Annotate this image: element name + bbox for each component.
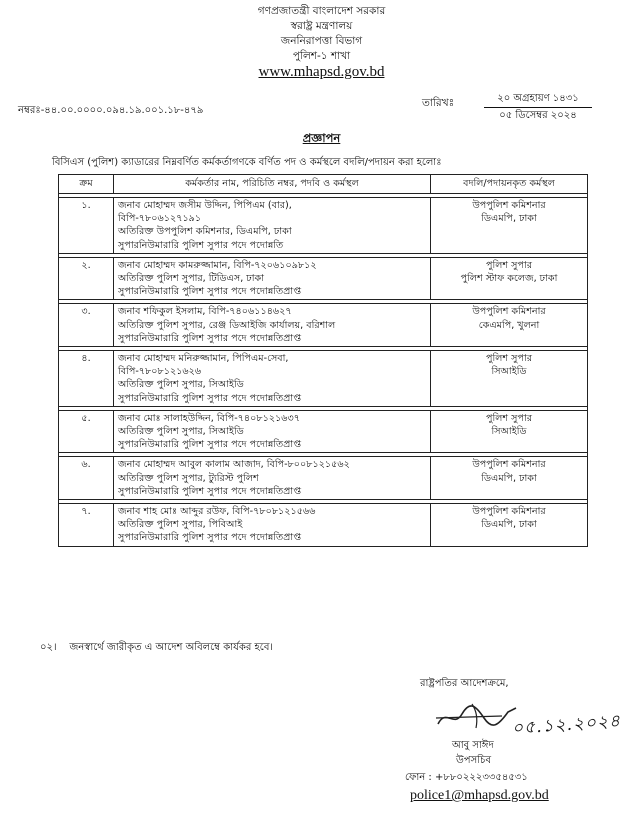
officer-line2: অতিরিক্ত পুলিশ সুপার, রেঞ্জ ডিআইজি কার্যালয়, বরিশাল (118, 319, 336, 331)
destination-cell (431, 198, 588, 254)
signatory-email-link[interactable]: police1@mhapsd.gov.bd (410, 788, 549, 803)
signatory-name: আবু সাঈদ (452, 740, 494, 751)
destination-post: উপপুলিশ কমিশনার (472, 306, 546, 318)
table-row (59, 351, 588, 407)
paragraph-number: ০২। (40, 642, 57, 653)
destination-unit: ডিএমপি, ঢাকা (481, 519, 537, 531)
serial-cell: ৫. (59, 410, 114, 453)
officer-line1: জনাব মোহাম্মদ মনিরুজ্জামান, পিপিএম-সেবা, (118, 353, 289, 365)
officer-cell (114, 504, 431, 547)
destination-cell (431, 504, 588, 547)
destination-post: পুলিশ সুপার (485, 259, 533, 271)
table-header-row (59, 175, 588, 194)
signature-mark-icon (432, 698, 522, 734)
destination-unit: সিআইডি (491, 426, 527, 438)
officer-line2: বিপি-৭৮০৬১২৭১৯১ (118, 213, 202, 225)
officer-line3: অতিরিক্ত উপপুলিশ কমিশনার, ডিএমপি, ঢাকা (118, 226, 292, 238)
destination-post: উপপুলিশ কমিশনার (472, 459, 546, 471)
table-row (59, 257, 588, 300)
signatory-designation: উপসচিব (456, 755, 492, 766)
header-division: জননিরাপত্তা বিভাগ (280, 35, 363, 47)
presidential-order: রাষ্ট্রপতির আদেশক্রমে, (420, 678, 509, 689)
officer-line2: অতিরিক্ত পুলিশ সুপার, টিডিএস, ঢাকা (118, 273, 264, 285)
memo-number: নম্বরঃ-৪৪.০০.০০০০.০৯৪.১৯.০০১.১৮-৪৭৯ (18, 105, 204, 116)
header-government: গণপ্রজাতন্ত্রী বাংলাদেশ সরকার (257, 5, 386, 17)
header-serial: ক্রম (59, 175, 114, 194)
destination-cell (431, 457, 588, 500)
table-row (59, 304, 588, 347)
destination-post: পুলিশ সুপার (485, 353, 533, 365)
header-branch: পুলিশ-১ শাখা (292, 50, 351, 62)
officer-line3: সুপারনিউমারারি পুলিশ সুপার পদে পদোন্নতিপ্রাপ্ত (118, 485, 302, 497)
table-row (59, 198, 588, 254)
officer-line1: জনাব মোহাম্মদ কামরুজ্জামান, বিপি-৭২০৬১০৯৮১২ (118, 259, 317, 271)
officer-line1: জনাব শাহ মোঃ আব্দুর রউফ, বিপি-৭৮০৮১২১৫৬৬ (118, 506, 316, 518)
header-destination: বদলি/পদায়নকৃত কর্মস্থল (431, 175, 588, 194)
officer-line4: সুপারনিউমারারি পুলিশ সুপার পদে পদোন্নতি (118, 239, 284, 251)
officer-cell (114, 198, 431, 254)
handwritten-date: ০৫.১২.২০২৪ (511, 711, 622, 739)
header-officer: কর্মকর্তার নাম, পরিচিতি নম্বর, পদবি ও কর্মস্থল (114, 175, 431, 194)
signatory-phone: ফোন : +৮৮০২২২৩৩৫৪৫৩১ (405, 772, 528, 783)
table-row (59, 457, 588, 500)
serial-cell: ৩. (59, 304, 114, 347)
officer-line1: জনাব মোহাম্মদ জসীম উদ্দিন, পিপিএম (বার), (118, 200, 292, 211)
officer-line4: সুপারনিউমারারি পুলিশ সুপার পদে পদোন্নতিপ্রাপ্ত (118, 392, 302, 404)
officer-cell (114, 257, 431, 300)
serial-cell: ৪. (59, 351, 114, 407)
officer-line2: অতিরিক্ত পুলিশ সুপার, পিবিআই (118, 519, 243, 531)
officer-line3: সুপারনিউমারারি পুলিশ সুপার পদে পদোন্নতিপ্রাপ্ত (118, 286, 302, 298)
destination-unit: পুলিশ স্টাফ কলেজ, ঢাকা (460, 273, 558, 285)
destination-post: উপপুলিশ কমিশনার (472, 200, 546, 211)
officer-line1: জনাব শফিকুল ইসলাম, বিপি-৭৪০৬১১৪৬২৭ (118, 306, 292, 318)
officer-line2: বিপি-৭৮০৮১২১৬২৬ (118, 366, 202, 378)
header-ministry: স্বরাষ্ট্র মন্ত্রণালয় (290, 20, 353, 32)
table-row (59, 410, 588, 453)
date-label: তারিখঃ (422, 97, 455, 109)
destination-cell (431, 257, 588, 300)
paragraph-two (40, 640, 273, 657)
officer-line2: অতিরিক্ত পুলিশ সুপার, ট্যুরিস্ট পুলিশ (118, 472, 259, 484)
destination-cell (431, 304, 588, 347)
memo-date (478, 91, 598, 124)
destination-unit: ডিএমপি, ঢাকা (481, 213, 537, 225)
destination-unit: কেএমপি, খুলনা (478, 319, 540, 331)
transfer-table (58, 174, 588, 547)
destination-post: উপপুলিশ কমিশনার (472, 506, 546, 518)
date-bangla: ২০ অগ্রহায়ণ ১৪৩১ (484, 91, 592, 108)
table-row (59, 504, 588, 547)
officer-line3: সুপারনিউমারারি পুলিশ সুপার পদে পদোন্নতিপ্রাপ্ত (118, 532, 302, 544)
intro-text: বিসিএস (পুলিশ) ক্যাডারের নিম্নবর্ণিত কর্মকর্তাগণকে বর্ণিত পদ ও কর্মস্থলে বদলি/পদায়ন করা হলোঃ (52, 157, 442, 168)
officer-line3: সুপারনিউমারারি পুলিশ সুপার পদে পদোন্নতিপ্রাপ্ত (118, 439, 302, 451)
officer-line3: অতিরিক্ত পুলিশ সুপার, সিআইডি (118, 379, 244, 391)
officer-line1: জনাব মোঃ সালাহউদ্দিন, বিপি-৭৪০৮১২১৬৩৭ (118, 412, 301, 424)
officer-cell (114, 351, 431, 407)
serial-cell: ১. (59, 198, 114, 254)
destination-cell (431, 410, 588, 453)
officer-cell (114, 304, 431, 347)
serial-cell: ৬. (59, 457, 114, 500)
header-website-link[interactable]: www.mhapsd.gov.bd (258, 64, 385, 80)
destination-unit: ডিএমপি, ঢাকা (481, 472, 537, 484)
destination-unit: সিআইডি (491, 366, 527, 378)
date-english: ০৫ ডিসেম্বর ২০২৪ (499, 110, 577, 121)
serial-cell: ২. (59, 257, 114, 300)
officer-cell (114, 457, 431, 500)
officer-cell (114, 410, 431, 453)
document-title: প্রজ্ঞাপন (302, 131, 341, 145)
serial-cell: ৭. (59, 504, 114, 547)
officer-line2: অতিরিক্ত পুলিশ সুপার, সিআইডি (118, 426, 244, 438)
paragraph-text: জনস্বার্থে জারীকৃত এ আদেশ অবিলম্বে কার্যকর হবে। (69, 642, 273, 653)
destination-post: পুলিশ সুপার (485, 412, 533, 424)
destination-cell (431, 351, 588, 407)
officer-line1: জনাব মোহাম্মদ আবুল কালাম আজাদ, বিপি-৮০০৮১২১৫৬২ (118, 459, 350, 471)
officer-line3: সুপারনিউমারারি পুলিশ সুপার পদে পদোন্নতিপ্রাপ্ত (118, 332, 302, 344)
